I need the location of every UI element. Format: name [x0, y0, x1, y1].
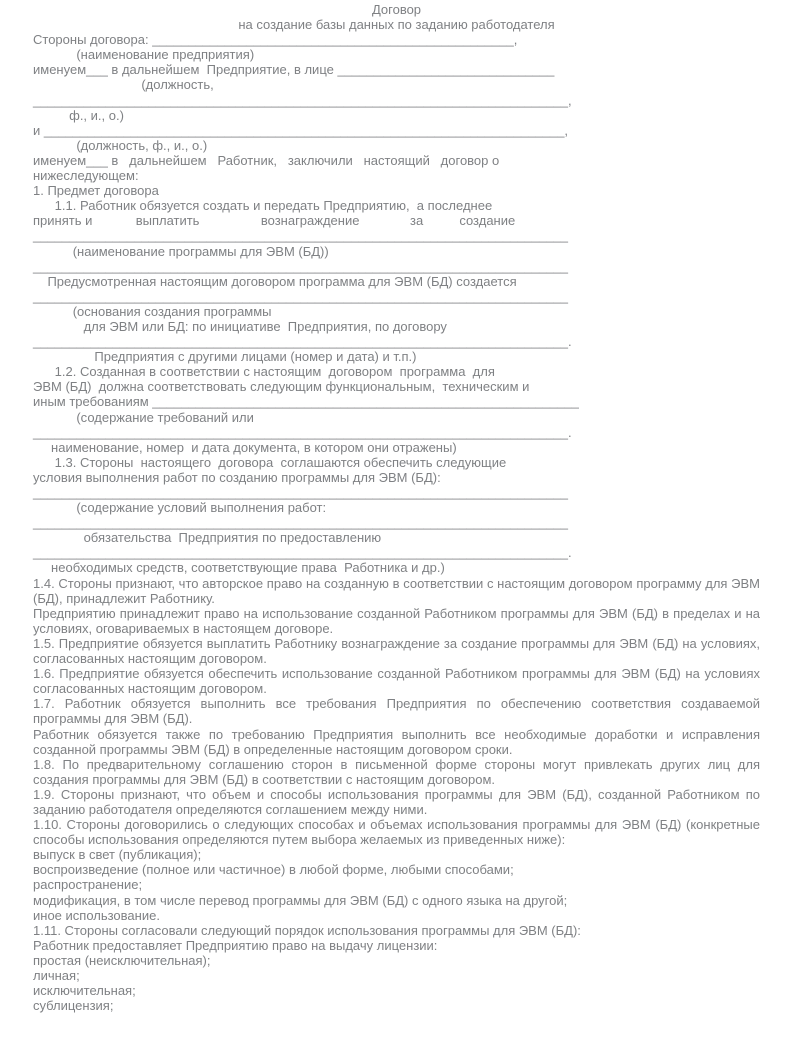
document-line: 1.2. Созданная в соответствии с настоящим договором программа для	[33, 364, 495, 380]
document-title-line: на создание базы данных по заданию работодателя	[238, 17, 555, 33]
document-paragraph: 1.5. Предприятие обязуется выплатить Работнику вознаграждение за создание программы для ЭВМ (БД) на условиях, согласованных настоящим договором.	[33, 635, 760, 667]
document-line: (основания создания программы	[33, 303, 272, 319]
document-line: (наименование предприятия)	[33, 47, 255, 63]
document-paragraph: простая (неисключительная);	[33, 952, 211, 968]
document-line: 1.1. Работник обязуется создать и передать Предприятию, а последнее	[33, 198, 493, 214]
document-paragraph: распространение;	[33, 877, 143, 893]
document-line: __________________________________________________________________________,	[33, 92, 572, 108]
document-line: 1. Предмет договора	[33, 183, 159, 199]
document-paragraph: 1.10. Стороны договорились о следующих способах и объемах использования программы для ЭВМ (БД) (конкретные способы использования определяются путем выбора желаемых из приведенных ниже):	[33, 817, 760, 848]
document-paragraph: модификация, в том числе перевод программы для ЭВМ (БД) с одного языка на другой;	[33, 892, 568, 908]
document-line: Предприятия с другими лицами (номер и дата) и т.п.)	[33, 349, 417, 365]
document-line: (содержание условий выполнения работ:	[33, 500, 327, 516]
document-line: именуем___ в дальнейшем Предприятие, в лице ______________________________	[33, 62, 555, 78]
document-line: (должность,	[33, 77, 214, 93]
document-paragraph: 1.6. Предприятие обязуется обеспечить использование созданной Работником программы для ЭВМ (БД) на условиях согласованных настоящим договором.	[33, 666, 760, 697]
document-line: Стороны договора: __________________________________________________,	[33, 32, 518, 48]
document-paragraph: Работник обязуется также по требованию Предприятия выполнить все необходимые доработки и исправления созданной программы ЭВМ (БД) в определенные настоящим договором сроки.	[33, 726, 760, 757]
document-line: __________________________________________________________________________.	[33, 545, 572, 561]
document-line: 1.3. Стороны настоящего договора соглашаются обеспечить следующие	[33, 454, 507, 470]
document-line: __________________________________________________________________________	[33, 288, 569, 304]
document-line: необходимых средств, соответствующие права Работника и др.)	[33, 560, 445, 576]
pre-section	[33, 2, 760, 576]
document-line: (должность, ф., и., о.)	[33, 137, 208, 153]
document-line: принять и выплатить вознаграждение за создание	[33, 213, 516, 229]
document-paragraph: исключительная;	[33, 983, 136, 999]
paragraph-section	[33, 576, 760, 1014]
document-line: __________________________________________________________________________.	[33, 334, 572, 350]
document-line: и ________________________________________________________________________,	[33, 122, 569, 138]
document-paragraph: Работник предоставляет Предприятию право на выдачу лицензии:	[33, 937, 438, 953]
document-paragraph: воспроизведение (полное или частичное) в любой форме, любыми способами;	[33, 862, 514, 878]
document-line: Предусмотренная настоящим договором программа для ЭВМ (БД) создается	[33, 273, 517, 289]
document-line: __________________________________________________________________________	[33, 228, 569, 244]
document-line: ЭВМ (БД) должна соответствовать следующим функциональным, техническим и	[33, 379, 530, 395]
document-paragraph: сублицензия;	[33, 998, 114, 1014]
document-line: обязательства Предприятия по предоставлению	[33, 530, 382, 546]
document-line: условия выполнения работ по созданию программы для ЭВМ (БД):	[33, 469, 441, 485]
document-line: __________________________________________________________________________	[33, 515, 569, 531]
document-paragraph: Предприятию принадлежит право на использование созданной Работником программы для ЭВМ (БД) в пределах и на условиях, оговариваемых в настоящем договоре.	[33, 605, 760, 636]
document-line: наименование, номер и дата документа, в котором они отражены)	[33, 439, 457, 455]
document-paragraph: 1.11. Стороны согласовали следующий порядок использования программы для ЭВМ (БД):	[33, 922, 581, 938]
document-paragraph: иное использование.	[33, 907, 160, 923]
document-line: для ЭВМ или БД: по инициативе Предприятия, по договору	[33, 318, 447, 334]
document-paragraph: личная;	[33, 968, 80, 983]
document-paragraph: 1.9. Стороны признают, что объем и способы использования программы для ЭВМ (БД), созданной Работником по заданию работодателя определяются соглашением между ними.	[33, 786, 760, 817]
document-line: __________________________________________________________________________	[33, 258, 569, 274]
document-title-line: Договор	[371, 2, 422, 17]
document-line: __________________________________________________________________________.	[33, 424, 572, 440]
document-line: иным требованиям ___________________________________________________________	[33, 394, 579, 410]
document-paragraph: выпуск в свет (публикация);	[33, 847, 202, 863]
document-paragraph: 1.8. По предварительному соглашению сторон в письменной форме стороны могут привлекать других лиц для создания программы для ЭВМ (БД) в соответствии с настоящим договором.	[33, 756, 760, 787]
document-line: нижеследующем:	[33, 168, 139, 184]
document-line: (наименование программы для ЭВМ (БД))	[33, 243, 329, 259]
document-line: именуем___ в дальнейшем Работник, заключили настоящий договор о	[33, 152, 500, 168]
document-line: ф., и., о.)	[33, 107, 124, 123]
document-paragraph: 1.4. Стороны признают, что авторское право на созданную в соответствии с настоящим договором программу для ЭВМ (БД), принадлежит Работнику.	[33, 575, 760, 606]
document-line: (содержание требований или	[33, 409, 254, 425]
document-paragraph: 1.7. Работник обязуется выполнить все требования Предприятия по обеспечению соответствия создаваемой программы для ЭВМ (БД).	[33, 696, 760, 727]
document-line: __________________________________________________________________________	[33, 485, 569, 500]
